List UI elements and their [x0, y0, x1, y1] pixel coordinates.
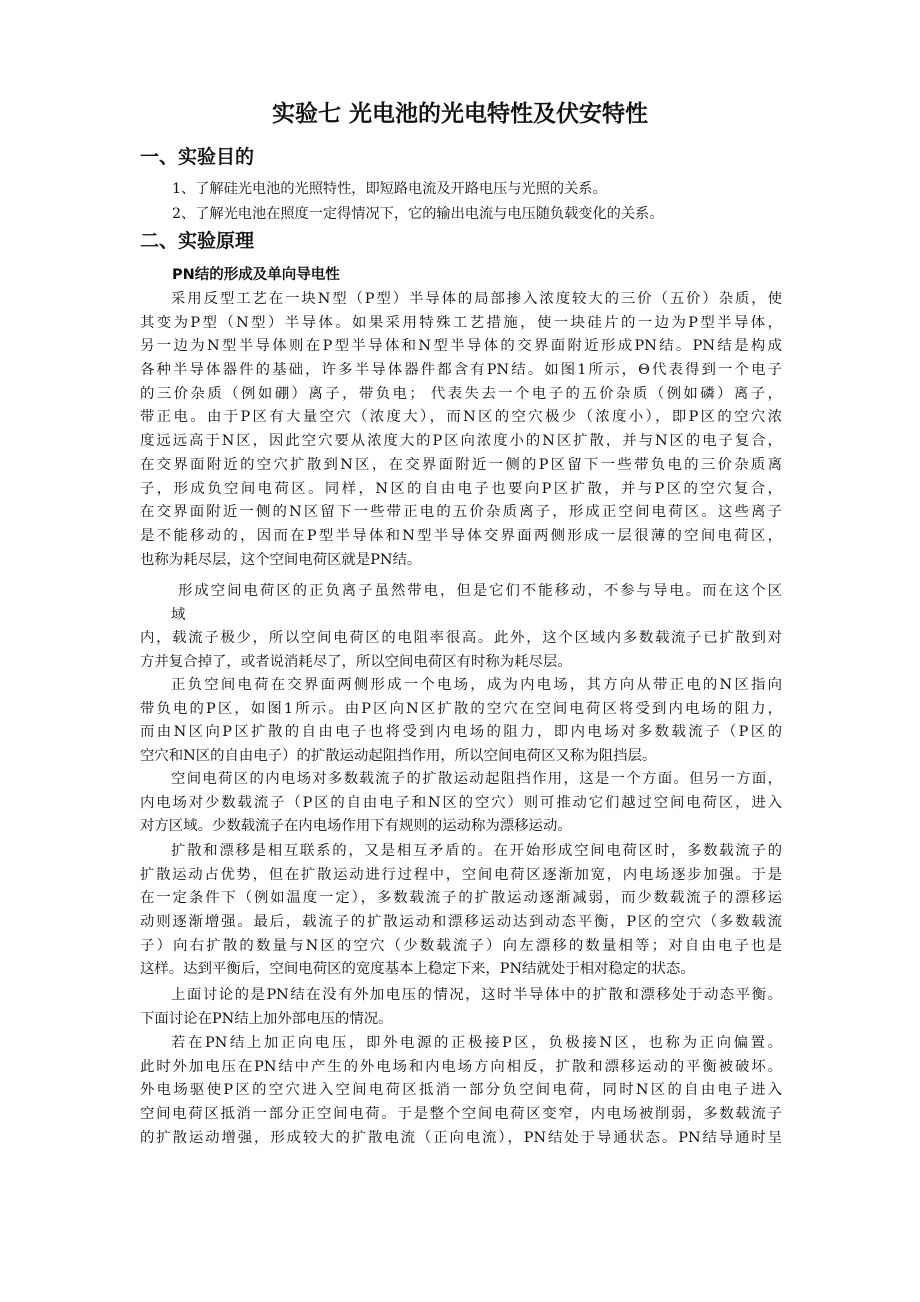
text-line: 对方区域。少数载流子在内电场作用下有规则的运动称为漂移运动。	[140, 818, 572, 835]
paragraph-6	[140, 984, 782, 1031]
text-line: 各种半导体器件的基础，许多半导体器件都含有PN结。如图1所示，Θ代表得到一个电子	[140, 362, 782, 379]
text-line: 在一定条件下（例如温度一定），多数载流子的扩散运动逐渐减弱，而少数载流子的漂移运	[140, 890, 782, 907]
text-line: 扩散运动占优势，但在扩散运动进行过程中，空间电荷区逐渐加宽，内电场逐步加强。于是	[140, 866, 782, 883]
text-line: 正负空间电荷在交界面两侧形成一个电场，成为内电场，其方向从带正电的N区指向	[171, 677, 782, 693]
text-line: 在交界面附近的空穴扩散到N区，在交界面附近一侧的P区留下一些带负电的三价杂质离	[140, 456, 782, 473]
section-heading-aim: 一、实验目的	[140, 146, 255, 168]
paragraph-3	[140, 674, 782, 769]
text-line: 是不能移动的，因而在P型半导体和N型半导体交界面两侧形成一层很薄的空间电荷区，	[140, 527, 782, 544]
text-line: 扩散和漂移是相互联系的，又是相互矛盾的。在开始形成空间电荷区时，多数载流子的	[171, 843, 782, 859]
text-line: 形成空间电荷区的正负离子虽然带电，但是它们不能移动，不参与导电。而在这个区	[178, 583, 782, 599]
text-line: 带正电。由于P区有大量空穴（浓度大），而N区的空穴极少（浓度小），即P区的空穴浓	[140, 409, 782, 426]
text-line: 方并复合掉了，或者说消耗尽了，所以空间电荷区有时称为耗尽层。	[140, 654, 572, 671]
text-line: 下面讨论在PN结上加外部电压的情况。	[140, 1010, 393, 1027]
text-line: 的三价杂质（例如硼）离子，带负电； 代表失去一个电子的五价杂质（例如磷）离子，	[140, 385, 782, 402]
text-line: 也称为耗尽层，这个空间电荷区就是PN结。	[140, 551, 422, 568]
subheading-pn-junction: PN结的形成及单向导电性	[172, 267, 340, 283]
text-line: 度远远高于N区，因此空穴要从浓度大的P区向浓度小的N区扩散，并与N区的电子复合，	[140, 433, 782, 450]
text-line: 内，载流子极少，所以空间电荷区的电阻率很高。此外，这个区域内多数载流子已扩散到对	[140, 630, 782, 647]
text-line: 空间电荷区抵消一部分正空间电荷。于是整个空间电荷区变窄，内电场被削弱，多数载流子	[140, 1106, 782, 1123]
text-line: 此时外加电压在PN结中产生的外电场和内电场方向相反，扩散和漂移运动的平衡被破坏。	[140, 1058, 782, 1075]
aim-item-2: 2、了解光电池在照度一定得情况下，它的输出电流与电压随负载变化的关系。	[172, 206, 664, 222]
text-line: 在交界面附近一侧的N区留下一些带正电的五价杂质离子，形成正空间电荷区。这些离子	[140, 504, 782, 521]
text-line: 子）向右扩散的数量与N区的空穴（少数载流子）向左漂移的数量相等；对自由电子也是	[140, 937, 782, 954]
text-line: 的扩散运动增强，形成较大的扩散电流（正向电流），PN结处于导通状态。PN结导通时呈	[140, 1129, 782, 1146]
text-line: 域	[171, 606, 186, 623]
text-line: 空间电荷区的内电场对多数载流子的扩散运动起阻挡作用，这是一个方面。但另一方面，	[171, 771, 782, 787]
text-line: 上面讨论的是PN结在没有外加电压的情况，这时半导体中的扩散和漂移处于动态平衡。	[171, 987, 782, 1003]
paragraph-7	[140, 1032, 782, 1150]
text-line: 而由N区向P区扩散的自由电子也将受到内电场的阻力，即内电场对多数载流子（P区的	[140, 724, 782, 741]
text-line: 若在PN结上加正向电压，即外电源的正极接P区，负极接N区，也称为正向偏置。	[171, 1035, 782, 1051]
text-line: 带负电的P区，如图1所示。由P区向N区扩散的空穴在空间电荷区将受到内电场的阻力，	[140, 700, 782, 717]
paragraph-5	[140, 840, 782, 982]
aim-item-1: 1、了解硅光电池的光照特性，即短路电流及开路电压与光照的关系。	[172, 181, 607, 197]
section-heading-principle: 二、实验原理	[140, 230, 255, 252]
paragraph-2	[140, 580, 782, 675]
text-line: 这样。达到平衡后，空间电荷区的宽度基本上稳定下来，PN结就处于相对稳定的状态。	[140, 961, 695, 978]
text-line: 其变为P型（N型）半导体。如果采用特殊工艺措施，使一块硅片的一边为P型半导体，	[140, 314, 782, 331]
text-line: 内电场对少数载流子（P区的自由电子和N区的空穴）则可推动它们越过空间电荷区，进入	[140, 794, 782, 811]
paragraph-4	[140, 768, 782, 839]
text-line: 动则逐渐增强。最后，载流子的扩散运动和漂移运动达到动态平衡，P区的空穴（多数载流	[140, 914, 782, 931]
text-line: 外电场驱使P区的空穴进入空间电荷区抵消一部分负空间电荷，同时N区的自由电子进入	[140, 1082, 782, 1099]
page-title: 实验七 光电池的光电特性及伏安特性	[271, 101, 648, 127]
text-line: 子，形成负空间电荷区。同样，N区的自由电子也要向P区扩散，并与P区的空穴复合，	[140, 480, 782, 497]
text-line: 采用反型工艺在一块N型（P型）半导体的局部掺入浓度较大的三价（五价）杂质，使	[171, 291, 782, 307]
text-line: 另一边为N型半导体则在P型半导体和N型半导体的交界面附近形成PN结。PN结是构成	[140, 338, 782, 355]
text-line: 空穴和N区的自由电子）的扩散运动起阻挡作用，所以空间电荷区又称为阻挡层。	[140, 748, 657, 765]
paragraph-1	[140, 288, 782, 572]
